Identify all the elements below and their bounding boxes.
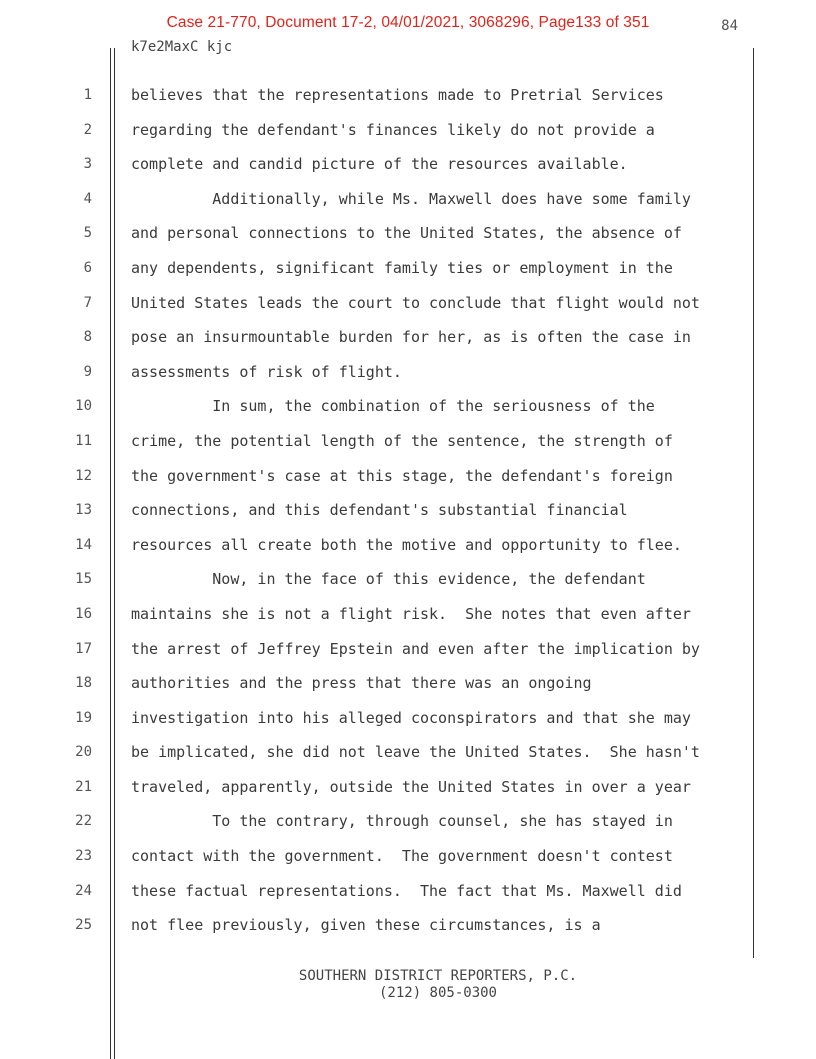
case-header-stamp: Case 21-770, Document 17-2, 04/01/2021, 3068296, Page133 of 351 (166, 14, 650, 31)
transcript-line (0, 528, 816, 563)
transcript-line (0, 632, 816, 667)
reporter-name: SOUTHERN DISTRICT REPORTERS, P.C. (298, 968, 578, 984)
line-text: In sum, the combination of the seriousness of the (131, 397, 655, 416)
line-text: investigation into his alleged coconspirators and that she may (131, 708, 691, 727)
line-number: 8 (83, 329, 92, 346)
line-text: these factual representations. The fact that Ms. Maxwell did (131, 881, 682, 900)
line-number: 23 (75, 848, 92, 865)
line-text: Additionally, while Ms. Maxwell does have some family (131, 189, 691, 208)
line-text: pose an insurmountable burden for her, as is often the case in (131, 328, 691, 347)
transcript-line (0, 493, 816, 528)
transcript-line (0, 286, 816, 321)
line-text: and personal connections to the United States, the absence of (131, 224, 682, 243)
line-text: believes that the representations made to Pretrial Services (131, 86, 664, 104)
transcript-line (0, 182, 816, 217)
transcript-line (0, 597, 816, 632)
line-number: 4 (83, 190, 92, 207)
line-number: 18 (75, 675, 92, 692)
transcript-line (0, 113, 816, 148)
line-number: 10 (75, 398, 92, 415)
line-number: 11 (75, 432, 92, 449)
transcript-line (0, 770, 816, 805)
line-number: 12 (75, 467, 92, 484)
line-number: 25 (75, 917, 92, 934)
line-number: 21 (75, 778, 92, 795)
line-text: the government's case at this stage, the defendant's foreign (131, 466, 673, 485)
transcript-line (0, 424, 816, 459)
line-number: 17 (75, 640, 92, 657)
line-text: Now, in the face of this evidence, the defendant (131, 570, 646, 589)
line-number: 9 (83, 363, 92, 380)
case-reference: k7e2MaxC kjc (131, 39, 233, 55)
line-number: 5 (83, 225, 92, 242)
line-number: 19 (75, 709, 92, 726)
line-text: resources all create both the motive and opportunity to flee. (131, 535, 682, 554)
transcript-line (0, 562, 816, 597)
line-text: the arrest of Jeffrey Epstein and even after the implication by (131, 639, 700, 658)
line-number: 13 (75, 502, 92, 519)
transcript-line (0, 147, 816, 182)
line-text: not flee previously, given these circumstances, is a (131, 916, 601, 935)
transcript-line (0, 666, 816, 701)
line-number: 24 (75, 882, 92, 899)
line-text: be implicated, she did not leave the United States. She hasn't (131, 743, 700, 762)
transcript-lines (0, 78, 816, 943)
transcript-line (0, 459, 816, 494)
transcript-line (0, 874, 816, 909)
reporter-phone: (212) 805-0300 (378, 985, 497, 1001)
line-number: 22 (75, 813, 92, 830)
transcript-line (0, 320, 816, 355)
transcript-line (0, 389, 816, 424)
line-text: assessments of risk of flight. (131, 362, 402, 381)
line-text: any dependents, significant family ties or employment in the (131, 258, 673, 277)
transcript-line (0, 735, 816, 770)
line-number: 2 (83, 121, 92, 138)
transcript-line (0, 839, 816, 874)
page-footer (0, 968, 816, 1002)
line-number: 7 (83, 294, 92, 311)
transcript-line (0, 908, 816, 943)
transcript-line (0, 701, 816, 736)
line-number: 1 (83, 87, 92, 103)
line-text: maintains she is not a flight risk. She notes that even after (131, 604, 691, 623)
line-text: regarding the defendant's finances likely do not provide a (131, 120, 655, 139)
line-text: crime, the potential length of the sentence, the strength of (131, 431, 673, 450)
line-text: authorities and the press that there was an ongoing (131, 674, 592, 693)
line-number: 6 (83, 259, 92, 276)
line-text: connections, and this defendant's substantial financial (131, 501, 628, 520)
line-text: contact with the government. The government doesn't contest (131, 847, 673, 866)
transcript-line (0, 251, 816, 286)
transcript-line (0, 78, 816, 113)
transcript-line (0, 216, 816, 251)
line-number: 15 (75, 571, 92, 588)
line-text: traveled, apparently, outside the United States in over a year (131, 777, 691, 796)
line-number: 14 (75, 536, 92, 553)
line-text: United States leads the court to conclude that flight would not (131, 293, 700, 312)
line-text: To the contrary, through counsel, she has stayed in (131, 812, 673, 831)
transcript-line (0, 355, 816, 390)
transcript-line (0, 804, 816, 839)
line-number: 20 (75, 744, 92, 761)
line-text: complete and candid picture of the resources available. (131, 155, 628, 174)
line-number: 3 (83, 156, 92, 173)
page-number: 84 (721, 18, 738, 34)
line-number: 16 (75, 605, 92, 622)
